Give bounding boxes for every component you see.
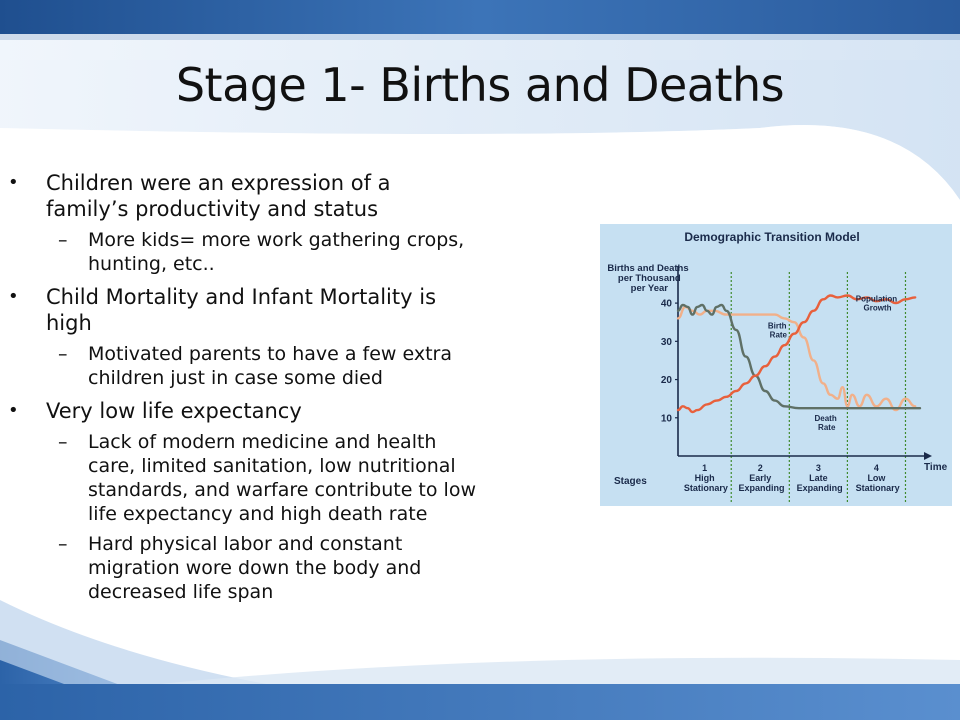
stages-label: Stages xyxy=(614,476,647,487)
dash-icon: – xyxy=(58,229,68,251)
sub-bullet-item xyxy=(8,228,478,276)
x-axis-label: Time xyxy=(924,462,948,473)
annotation-line: Rate xyxy=(767,330,788,340)
stage-name-line: Late xyxy=(809,473,828,483)
annotation-label xyxy=(815,414,837,432)
stage-name-line: Stationary xyxy=(681,483,728,493)
bullet-text: Very low life expectancy xyxy=(46,399,302,423)
dash-icon: – xyxy=(58,533,68,555)
sub-bullet-text: Hard physical labor and constant migration wore down the body and decreased life span xyxy=(88,533,422,603)
stage-name-line: High xyxy=(694,473,715,483)
stage-name-line: Low xyxy=(867,473,886,483)
slide-title: Stage 1- Births and Deaths xyxy=(175,58,785,112)
stage-name-line: Stationary xyxy=(853,483,900,493)
sub-bullet-item xyxy=(8,532,478,604)
y-tick-label: 10 xyxy=(660,413,672,425)
stage-number: 1 xyxy=(702,463,708,473)
y-axis-label-line: per Thousand xyxy=(615,273,681,284)
bullet-text: Children were an expression of a family’s productivity and status xyxy=(46,171,391,221)
annotation-line: Birth xyxy=(767,321,787,331)
bullet-dot-icon: • xyxy=(8,400,19,421)
y-tick-label: 20 xyxy=(660,375,672,387)
annotation-line: Population xyxy=(855,294,898,304)
y-tick-label: 40 xyxy=(660,298,672,310)
chart-svg xyxy=(600,224,952,506)
bullet-dot-icon: • xyxy=(8,286,19,307)
bullet-item xyxy=(8,170,478,222)
stage-name-line: Expanding xyxy=(794,483,843,493)
dash-icon: – xyxy=(58,343,68,365)
bullet-item xyxy=(8,284,478,336)
bottom-band xyxy=(0,684,960,720)
y-axis-label-line: Births and Deaths xyxy=(607,263,689,274)
y-axis-label-line: per Year xyxy=(628,283,668,294)
stage-number: 4 xyxy=(873,463,879,473)
annotation-label xyxy=(767,321,787,339)
stage-number: 3 xyxy=(815,463,821,473)
sub-bullet-item xyxy=(8,430,478,526)
sub-bullet-item xyxy=(8,342,478,390)
bullet-list xyxy=(8,170,478,612)
annotation-line: Death xyxy=(814,414,837,424)
sub-bullet-text: Motivated parents to have a few extra children just in case some died xyxy=(88,343,453,389)
annotation-label xyxy=(856,294,897,312)
dash-icon: – xyxy=(58,431,68,453)
y-tick-label: 30 xyxy=(660,336,672,348)
stage-name-line: Expanding xyxy=(736,483,785,493)
demographic-transition-chart xyxy=(600,224,952,506)
annotation-line: Rate xyxy=(815,423,836,433)
chart-title: Demographic Transition Model xyxy=(684,230,860,244)
bullet-text: Child Mortality and Infant Mortality is high xyxy=(46,285,437,335)
sub-bullet-text: Lack of modern medicine and health care, limited sanitation, low nutritional standards, and warfare contribute to low life expectancy and high death rate xyxy=(88,431,476,525)
stage-number: 2 xyxy=(757,463,763,473)
stage-name-line: Early xyxy=(749,473,772,483)
sub-bullet-text: More kids= more work gathering crops, hunting, etc.. xyxy=(88,229,465,275)
annotation-line: Growth xyxy=(861,303,892,313)
bullet-item xyxy=(8,398,478,424)
bullet-dot-icon: • xyxy=(8,172,19,193)
